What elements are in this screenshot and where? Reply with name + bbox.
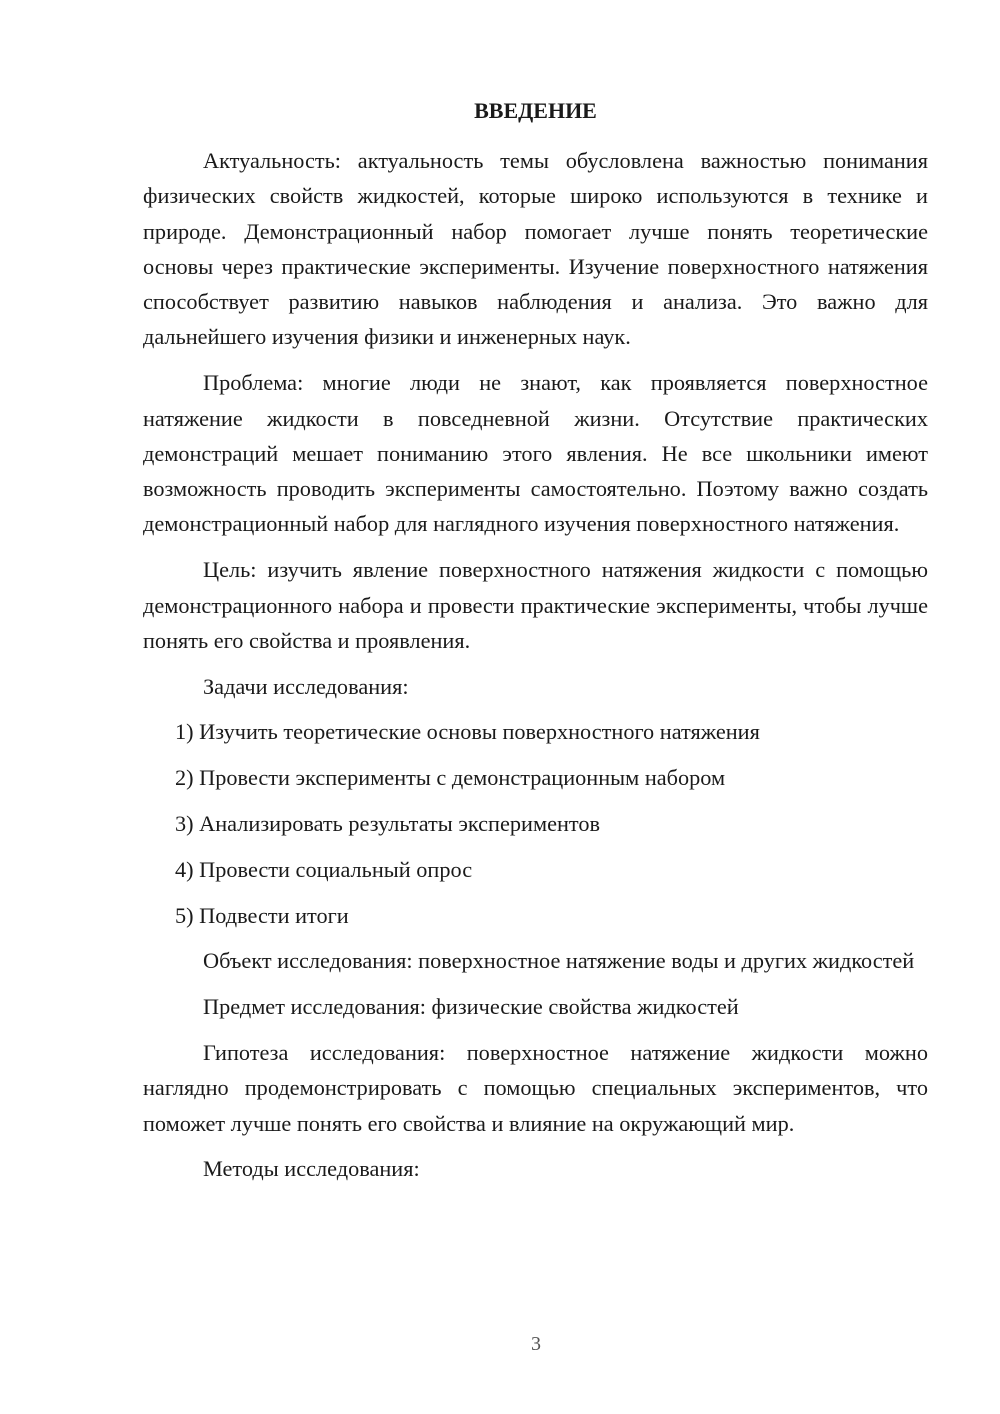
section-heading: ВВЕДЕНИЕ bbox=[474, 98, 597, 123]
object-paragraph: Объект исследования: поверхностное натяжение воды и других жидкостей bbox=[203, 948, 915, 974]
problem-paragraph: Проблема: многие люди не знают, как проявляется поверхностное натяжение жидкости в повседневной жизни. Отсутствие практических демонстраций мешает пониманию этого явления. Не все школьники имеют возможность проводить эксперименты самостоятельно. Поэтому важно создать демонстрационный набор для наглядного изучения поверхностного натяжения. bbox=[143, 370, 928, 537]
page-number: 3 bbox=[531, 1333, 541, 1355]
task-item: 4) Провести социальный опрос bbox=[175, 856, 473, 882]
task-item: 1) Изучить теоретические основы поверхностного натяжения bbox=[175, 719, 760, 745]
goal-paragraph: Цель: изучить явление поверхностного натяжения жидкости с помощью демонстрационного набора и провести практические эксперименты, чтобы лучше понять его свойства и проявления. bbox=[143, 557, 928, 653]
task-item: 2) Провести эксперименты с демонстрационным набором bbox=[175, 765, 726, 791]
relevance-paragraph: Актуальность: актуальность темы обусловлена важностью понимания физических свойств жидкостей, которые широко используются в технике и природе. Демонстрационный набор помогает лучше понять теоретические основы через практические эксперименты. Изучение поверхностного натяжения способствует развитию навыков наблюдения и анализа. Это важно для дальнейшего изучения физики и инженерных наук. bbox=[143, 148, 928, 350]
methods-paragraph: Методы исследования: bbox=[203, 1156, 420, 1182]
hypothesis-paragraph: Гипотеза исследования: поверхностное натяжение жидкости можно наглядно продемонстрировать с помощью специальных экспериментов, что поможет лучше понять его свойства и влияние на окружающий мир. bbox=[143, 1040, 928, 1136]
task-item: 5) Подвести итоги bbox=[175, 902, 349, 928]
task-item: 3) Анализировать результаты экспериментов bbox=[175, 811, 601, 837]
tasks-heading: Задачи исследования: bbox=[203, 673, 409, 699]
tasks-list bbox=[143, 714, 928, 932]
body-text bbox=[143, 143, 928, 1197]
subject-paragraph: Предмет исследования: физические свойства жидкостей bbox=[203, 994, 739, 1020]
